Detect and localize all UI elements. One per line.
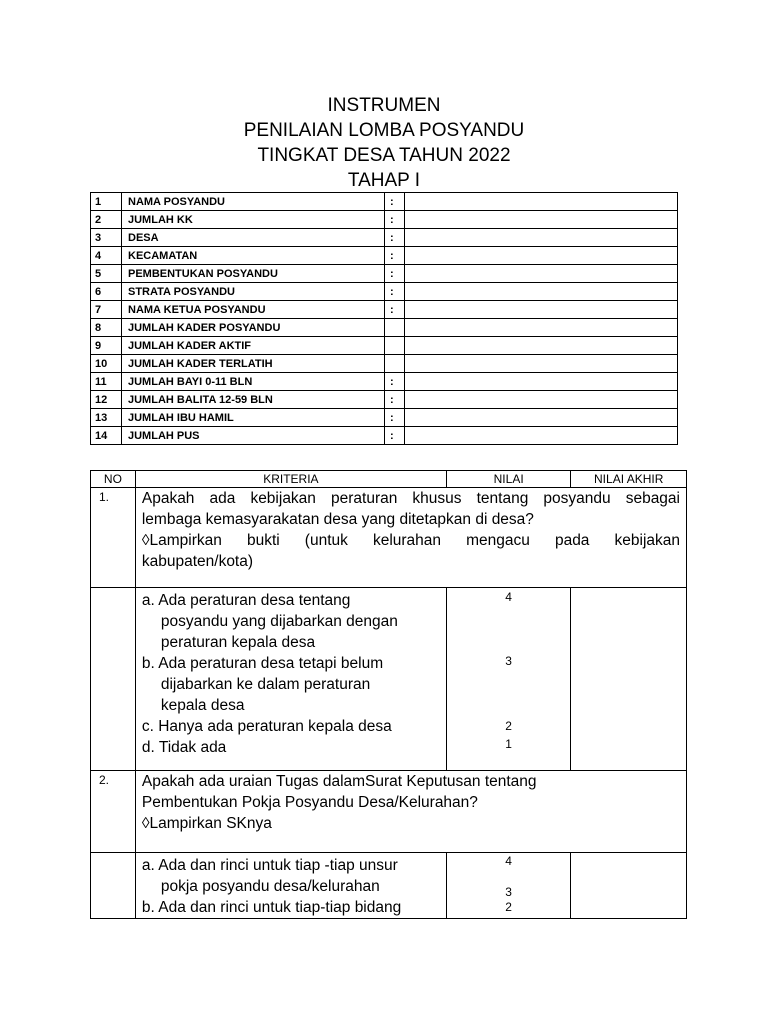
identity-row: [91, 427, 678, 445]
row-label: JUMLAH KADER TERLATIH: [122, 355, 385, 373]
question-line: ◊Lampirkan SKnya: [141, 815, 272, 832]
row-number: 12: [91, 391, 122, 409]
identity-row: [91, 283, 678, 301]
row-colon: :: [385, 391, 405, 409]
row-number: 13: [91, 409, 122, 427]
question-text: [135, 771, 686, 853]
row-value-field[interactable]: [405, 301, 678, 319]
row-colon: :: [385, 211, 405, 229]
document-title: [0, 93, 768, 193]
option-c: c. Hanya ada peraturan kepala desa: [141, 718, 392, 735]
row-colon: :: [385, 427, 405, 445]
row-colon: :: [385, 229, 405, 247]
option-a-cont: pokja posyandu desa/kelurahan: [160, 878, 380, 895]
row-label: JUMLAH BAYI 0-11 BLN: [122, 373, 385, 391]
score-cell: [446, 588, 570, 771]
row-value-field[interactable]: [405, 337, 678, 355]
question-line: kabupaten/kota): [141, 553, 254, 570]
row-number: 7: [91, 301, 122, 319]
identity-row: [91, 355, 678, 373]
identity-row: [91, 301, 678, 319]
score-b: 3: [505, 885, 512, 899]
row-label: JUMLAH PUS: [122, 427, 385, 445]
row-number: 3: [91, 229, 122, 247]
row-label: JUMLAH KK: [122, 211, 385, 229]
row-value-field[interactable]: [405, 283, 678, 301]
header-nilai: NILAI: [446, 471, 570, 488]
posyandu-identity-table: [90, 192, 678, 445]
row-number: 9: [91, 337, 122, 355]
row-label: STRATA POSYANDU: [122, 283, 385, 301]
row-label: KECAMATAN: [122, 247, 385, 265]
title-line-2: PENILAIAN LOMBA POSYANDU: [243, 120, 525, 141]
row-number: 4: [91, 247, 122, 265]
criteria-table: [90, 470, 687, 919]
identity-row: [91, 211, 678, 229]
question-line: Apakah ada uraian Tugas dalamSurat Keputusan tentang: [141, 773, 537, 790]
score-cell: [446, 853, 570, 919]
row-value-field[interactable]: [405, 391, 678, 409]
identity-row: [91, 337, 678, 355]
row-value-field[interactable]: [405, 373, 678, 391]
row-value-field[interactable]: [405, 211, 678, 229]
row-colon: :: [385, 283, 405, 301]
row-label: JUMLAH IBU HAMIL: [122, 409, 385, 427]
row-value-field[interactable]: [405, 265, 678, 283]
row-label: PEMBENTUKAN POSYANDU: [122, 265, 385, 283]
identity-row: [91, 247, 678, 265]
option-a-cont: posyandu yang dijabarkan dengan: [160, 613, 398, 630]
identity-row: [91, 193, 678, 211]
row-colon: :: [385, 373, 405, 391]
row-value-field[interactable]: [405, 409, 678, 427]
row-colon: :: [385, 409, 405, 427]
final-score-cell[interactable]: [571, 853, 687, 919]
header-nilai-akhir: NILAI AKHIR: [571, 471, 687, 488]
option-b: b. Ada peraturan desa tetapi belum: [141, 655, 384, 672]
row-colon: :: [385, 265, 405, 283]
row-value-field[interactable]: [405, 319, 678, 337]
row-number: 5: [91, 265, 122, 283]
row-value-field[interactable]: [405, 247, 678, 265]
option-b: b. Ada dan rinci untuk tiap-tiap bidang: [141, 899, 402, 916]
row-value-field[interactable]: [405, 355, 678, 373]
identity-row: [91, 373, 678, 391]
row-number: 8: [91, 319, 122, 337]
header-kriteria: KRITERIA: [135, 471, 446, 488]
row-label: JUMLAH KADER AKTIF: [122, 337, 385, 355]
row-colon: [385, 355, 405, 373]
question-number: 2.: [91, 771, 136, 853]
option-a-cont: peraturan kepala desa: [160, 634, 316, 651]
score-a: 4: [505, 854, 512, 868]
row-label: JUMLAH KADER POSYANDU: [122, 319, 385, 337]
row-label: NAMA POSYANDU: [122, 193, 385, 211]
question-number: 1.: [91, 488, 136, 588]
option-a: a. Ada dan rinci untuk tiap -tiap unsur: [141, 857, 398, 874]
identity-row: [91, 229, 678, 247]
score-c: 2: [505, 719, 512, 733]
title-line-3: TINGKAT DESA TAHUN 2022: [257, 145, 511, 166]
options-list: [135, 853, 446, 919]
options-row-2: [91, 853, 687, 919]
criteria-header-row: [91, 471, 687, 488]
option-b-cont: kepala desa: [160, 697, 245, 714]
score-c: 2: [505, 900, 512, 914]
identity-row: [91, 319, 678, 337]
options-list: [135, 588, 446, 771]
option-a: a. Ada peraturan desa tentang: [141, 592, 351, 609]
title-line-4: TAHAP I: [347, 170, 421, 191]
row-label: NAMA KETUA POSYANDU: [122, 301, 385, 319]
row-number: 10: [91, 355, 122, 373]
final-score-cell[interactable]: [571, 588, 687, 771]
row-number: 1: [91, 193, 122, 211]
row-colon: :: [385, 301, 405, 319]
row-colon: :: [385, 247, 405, 265]
row-value-field[interactable]: [405, 193, 678, 211]
row-label: DESA: [122, 229, 385, 247]
empty-no-cell: [91, 588, 136, 771]
question-line: Apakah ada kebijakan peraturan khusus tentang posyandu sebagai: [141, 490, 680, 507]
question-row-1: [91, 488, 687, 588]
row-number: 14: [91, 427, 122, 445]
options-row-1: [91, 588, 687, 771]
row-number: 11: [91, 373, 122, 391]
row-colon: :: [385, 193, 405, 211]
row-value-field[interactable]: [405, 427, 678, 445]
identity-row: [91, 391, 678, 409]
option-b-cont: dijabarkan ke dalam peraturan: [160, 676, 371, 693]
option-d: d. Tidak ada: [141, 739, 227, 756]
score-a: 4: [505, 590, 512, 604]
question-line: lembaga kemasyarakatan desa yang ditetapkan di desa?: [141, 511, 534, 528]
empty-no-cell: [91, 853, 136, 919]
question-text: [135, 488, 686, 588]
row-colon: [385, 319, 405, 337]
row-label: JUMLAH BALITA 12-59 BLN: [122, 391, 385, 409]
row-value-field[interactable]: [405, 229, 678, 247]
title-line-1: INSTRUMEN: [327, 95, 441, 116]
header-no: NO: [91, 471, 136, 488]
score-b: 3: [505, 654, 512, 668]
question-line: ◊Lampirkan bukti (untuk kelurahan mengacu pada kebijakan: [141, 532, 680, 549]
row-number: 2: [91, 211, 122, 229]
question-row-2: [91, 771, 687, 853]
row-number: 6: [91, 283, 122, 301]
identity-row: [91, 265, 678, 283]
score-d: 1: [505, 737, 512, 751]
question-line: Pembentukan Pokja Posyandu Desa/Kelurahan?: [141, 794, 478, 811]
identity-row: [91, 409, 678, 427]
row-colon: [385, 337, 405, 355]
